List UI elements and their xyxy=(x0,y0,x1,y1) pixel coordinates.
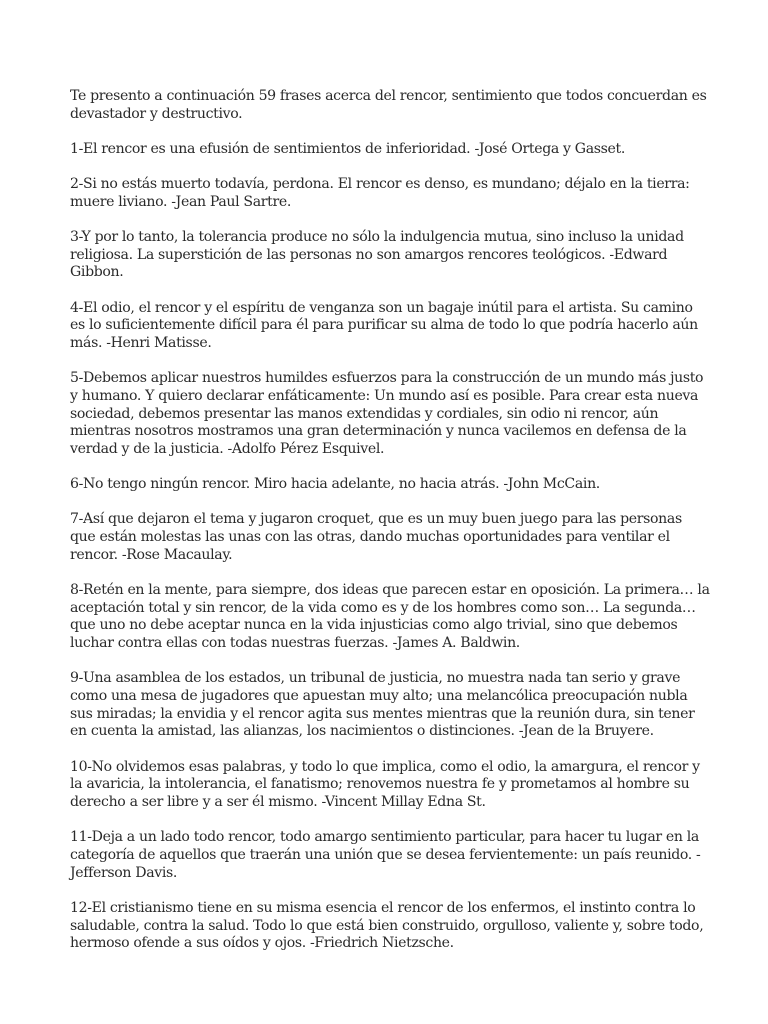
quote-paragraph-3: 3-Y por lo tanto, la tolerancia produce no sólo la indulgencia mutua, sino incluso la unidad religiosa. La superstición de las personas no son amargos rencores teológicos. -Edward Gibbon. xyxy=(70,229,684,281)
quote-paragraph-5: 5-Debemos aplicar nuestros humildes esfuerzos para la construcción de un mundo más justo y humano. Y quiero declarar enfáticamente: Un mundo así es posible. Para crear esta nueva sociedad, debemos presentar las manos extendidas y cordiales, sin odio ni rencor, aún mientras nosotros mostramos una gran determinación y nunca vacilemos en defensa de la verdad y de la justicia. -Adolfo Pérez Esquivel. xyxy=(70,370,704,458)
quote-paragraph-8: 8-Retén en la mente, para siempre, dos ideas que parecen estar en oposición. La primera… la aceptación total y sin rencor, de la vida como es y de los hombres como son… La segunda… que uno no debe aceptar nunca en la vida injusticias como algo trivial, sino que debemos luchar contra ellas con todas nuestras fuerzas. -James A. Baldwin. xyxy=(70,582,710,652)
quote-paragraph-10: 10-No olvidemos esas palabras, y todo lo que implica, como el odio, la amargura, el rencor y la avaricia, la intolerancia, el fanatismo; renovemos nuestra fe y prometamos al hombre su derecho a ser libre y a ser él mismo. -Vincent Millay Edna St. xyxy=(70,758,700,811)
document-body xyxy=(70,88,710,971)
quote-paragraph-4: 4-El odio, el rencor y el espíritu de venganza son un bagaje inútil para el artista. Su camino es lo suficientemente difícil para él para purificar su alma de todo lo que podría hacerlo aún más. -Henri Matisse. xyxy=(70,299,698,352)
quote-paragraph-9: 9-Una asamblea de los estados, un tribunal de justicia, no muestra nada tan serio y grave como una mesa de jugadores que apuestan muy alto; una melancólica preocupación nubla sus miradas; la envidia y el rencor agita sus mentes mientras que la reunión dura, sin tener en cuenta la amistad, las alianzas, los nacimientos o distinciones. -Jean de la Bruyere. xyxy=(70,670,695,740)
quote-paragraph-6: 6-No tengo ningún rencor. Miro hacia adelante, no hacia atrás. -John McCain. xyxy=(70,476,600,493)
quote-paragraph-11: 11-Deja a un lado todo rencor, todo amargo sentimiento particular, para hacer tu lugar en la categoría de aquellos que traerán una unión que se desea fervientemente: un país reunido. -Jefferson Davis. xyxy=(70,829,701,881)
quote-paragraph-12: 12-El cristianismo tiene en su misma esencia el rencor de los enfermos, el instinto contra lo saludable, contra la salud. Todo lo que está bien construido, orgulloso, valiente y, sobre todo, hermoso ofende a sus oídos y ojos. -Friedrich Nietzsche. xyxy=(70,899,704,952)
quote-paragraph-1: 1-El rencor es una efusión de sentimientos de inferioridad. -José Ortega y Gasset. xyxy=(70,140,625,157)
quote-paragraph-2: 2-Si no estás muerto todavía, perdona. El rencor es denso, es mundano; déjalo en la tierra: muere liviano. -Jean Paul Sartre. xyxy=(70,176,690,210)
intro-paragraph: Te presento a continuación 59 frases acerca del rencor, sentimiento que todos concuerdan es devastador y destructivo. xyxy=(70,88,707,122)
quote-paragraph-7: 7-Así que dejaron el tema y jugaron croquet, que es un muy buen juego para las personas que están molestas las unas con las otras, dando muchas oportunidades para ventilar el rencor. -Rose Macaulay. xyxy=(70,511,682,563)
